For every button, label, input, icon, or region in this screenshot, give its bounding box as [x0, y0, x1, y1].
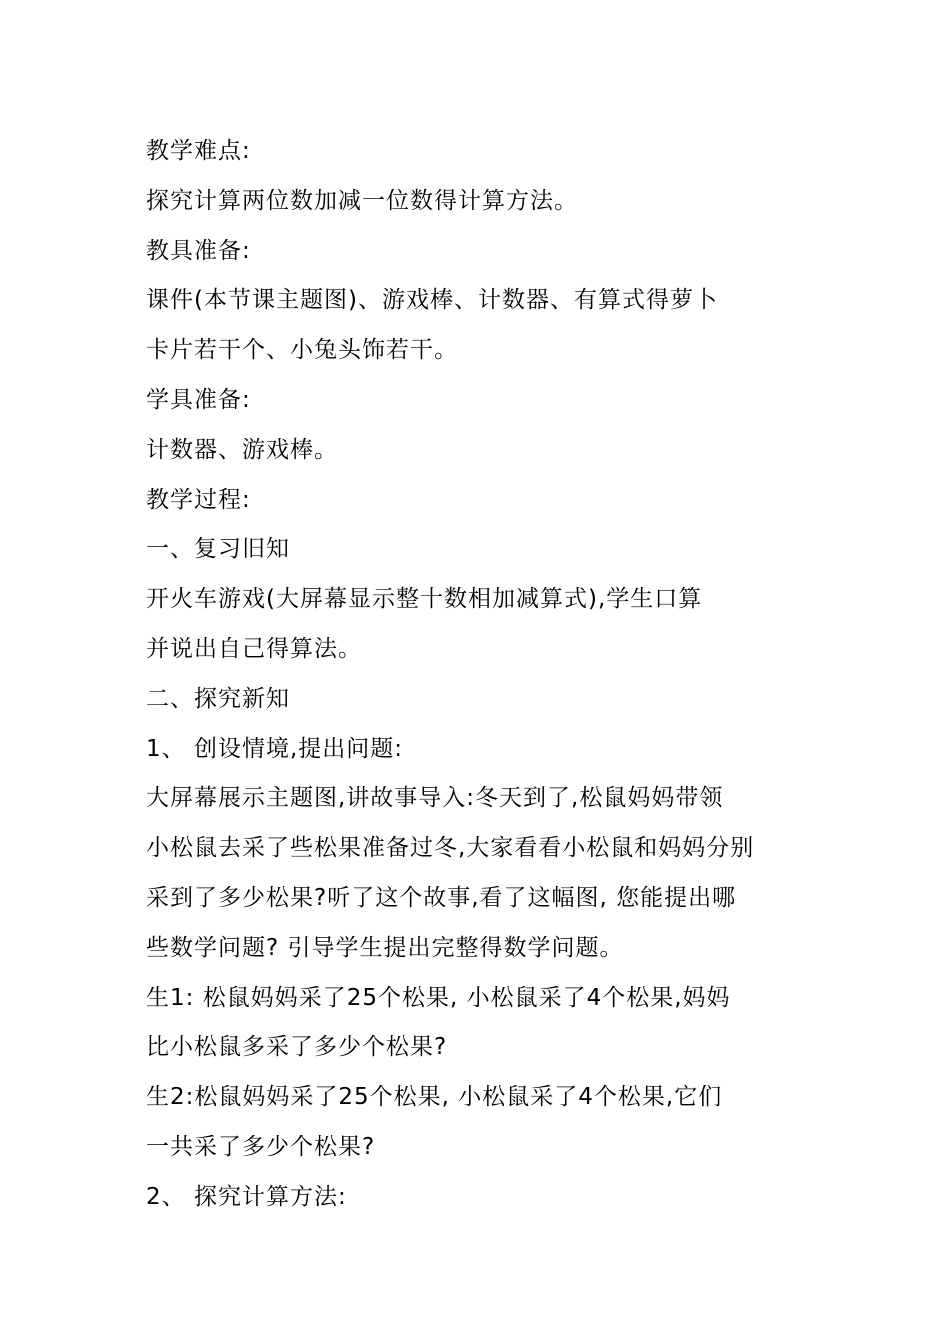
subsection-heading: 2、 探究计算方法: [146, 1183, 347, 1210]
text-line: 生2:松鼠妈妈采了25个松果, 小松鼠采了4个松果,它们 [146, 1084, 723, 1111]
text-line: 小松鼠去采了些松果准备过冬,大家看看小松鼠和妈妈分别 [146, 835, 755, 862]
text-line: 采到了多少松果?听了这个故事,看了这幅图, 您能提出哪 [146, 884, 737, 911]
text-line: 计数器、游戏棒。 [146, 436, 338, 463]
text-line: 探究计算两位数加减一位数得计算方法。 [146, 187, 578, 214]
heading-teaching-aids: 教具准备: [146, 237, 251, 264]
text-line: 些数学问题? 引导学生提出完整得数学问题。 [146, 934, 624, 961]
text-line: 生1: 松鼠妈妈采了25个松果, 小松鼠采了4个松果,妈妈 [146, 984, 731, 1011]
text-line: 并说出自己得算法。 [146, 635, 362, 662]
heading-teaching-process: 教学过程: [146, 486, 251, 513]
text-line: 卡片若干个、小兔头饰若干。 [146, 337, 458, 364]
heading-student-materials: 学具准备: [146, 386, 251, 413]
text-line: 课件(本节课主题图)、游戏棒、计数器、有算式得萝卜 [146, 287, 718, 314]
text-line: 开火车游戏(大屏幕显示整十数相加减算式),学生口算 [146, 586, 703, 613]
text-line: 一共采了多少个松果? [146, 1133, 376, 1160]
subsection-heading: 1、 创设情境,提出问题: [146, 735, 404, 762]
section-heading-explore: 二、探究新知 [146, 685, 290, 712]
document-body [146, 127, 806, 1223]
heading-teaching-difficulty: 教学难点: [146, 138, 251, 164]
text-line: 比小松鼠多采了多少个松果? [146, 1034, 448, 1061]
section-heading-review: 一、复习旧知 [146, 536, 290, 563]
text-line: 大屏幕展示主题图,讲故事导入:冬天到了,松鼠妈妈带领 [146, 785, 724, 812]
